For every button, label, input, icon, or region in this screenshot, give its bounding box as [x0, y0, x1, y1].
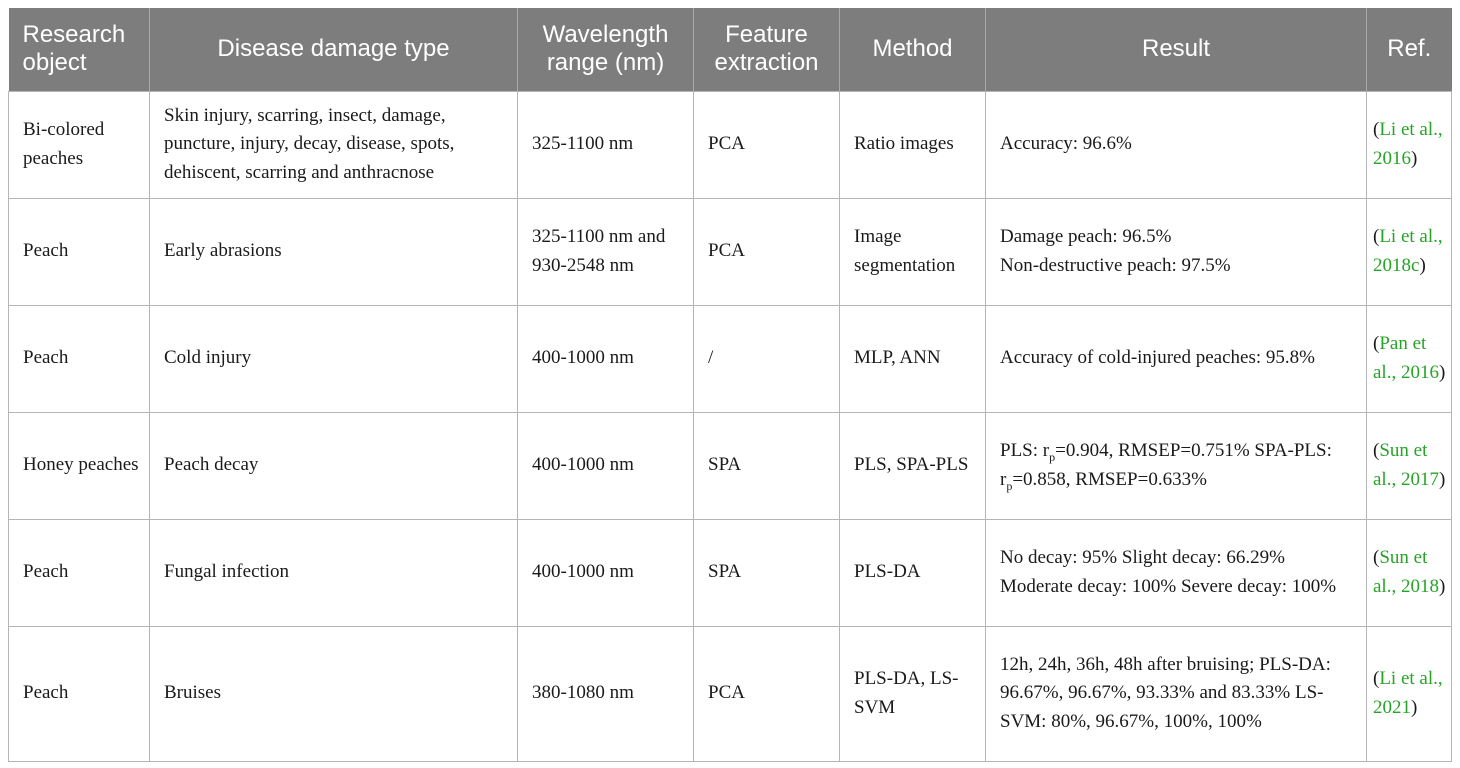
cell-wavelength-range: 400-1000 nm [518, 412, 694, 519]
cell-wavelength-range: 325-1100 nm and 930-2548 nm [518, 198, 694, 305]
cell-feature-extraction: SPA [694, 519, 840, 626]
reference-link[interactable]: Sun et al., 2017 [1373, 440, 1439, 490]
cell-disease-damage-type: Cold injury [150, 305, 518, 412]
table-row [9, 91, 1452, 198]
cell-result: 12h, 24h, 36h, 48h after bruising; PLS-DA: 96.67%, 96.67%, 93.33% and 83.33% LS-SVM: 80%, 96.67%, 100%, 100% [986, 626, 1367, 761]
table-row [9, 626, 1452, 761]
cell-result: Accuracy of cold-injured peaches: 95.8% [986, 305, 1367, 412]
cell-research-object: Bi-colored peaches [9, 91, 150, 198]
table-row [9, 305, 1452, 412]
cell-ref: (Sun et al., 2018) [1367, 519, 1452, 626]
table-row [9, 519, 1452, 626]
table-row [9, 198, 1452, 305]
cell-wavelength-range: 380-1080 nm [518, 626, 694, 761]
cell-wavelength-range: 400-1000 nm [518, 305, 694, 412]
reference-link[interactable]: Li et al., 2016 [1373, 119, 1443, 169]
cell-method: Image segmentation [840, 198, 986, 305]
reference-link[interactable]: Li et al., 2021 [1373, 668, 1443, 718]
cell-feature-extraction: PCA [694, 91, 840, 198]
cell-wavelength-range: 400-1000 nm [518, 519, 694, 626]
cell-research-object: Peach [9, 519, 150, 626]
header-row [9, 8, 1452, 91]
cell-feature-extraction: PCA [694, 198, 840, 305]
cell-method: MLP, ANN [840, 305, 986, 412]
cell-disease-damage-type: Peach decay [150, 412, 518, 519]
cell-method: PLS-DA [840, 519, 986, 626]
header-method: Method [840, 8, 986, 91]
cell-result: PLS: $r_p=0.904$, RMSEP=0.751% SPA-PLS: $r_p=0.858$, RMSEP=0.633% [986, 412, 1367, 519]
cell-disease-damage-type: Early abrasions [150, 198, 518, 305]
cell-research-object: Peach [9, 305, 150, 412]
cell-ref: (Li et al., 2016) [1367, 91, 1452, 198]
reference-link[interactable]: Pan et al., 2016 [1373, 333, 1439, 383]
data-table [8, 8, 1452, 762]
header-wavelength-range: Wavelength range (nm) [518, 8, 694, 91]
header-ref: Ref. [1367, 8, 1452, 91]
cell-method: PLS-DA, LS-SVM [840, 626, 986, 761]
cell-result: Accuracy: 96.6% [986, 91, 1367, 198]
cell-research-object: Honey peaches [9, 412, 150, 519]
cell-feature-extraction: SPA [694, 412, 840, 519]
cell-disease-damage-type: Bruises [150, 626, 518, 761]
header-result: Result [986, 8, 1367, 91]
cell-wavelength-range: 325-1100 nm [518, 91, 694, 198]
cell-ref: (Li et al., 2018c) [1367, 198, 1452, 305]
cell-research-object: Peach [9, 198, 150, 305]
cell-ref: (Pan et al., 2016) [1367, 305, 1452, 412]
cell-result: Damage peach: 96.5% Non-destructive peach: 97.5% [986, 198, 1367, 305]
cell-disease-damage-type: Fungal infection [150, 519, 518, 626]
reference-link[interactable]: Li et al., 2018c [1373, 226, 1443, 276]
cell-method: PLS, SPA-PLS [840, 412, 986, 519]
cell-ref: (Sun et al., 2017) [1367, 412, 1452, 519]
cell-ref: (Li et al., 2021) [1367, 626, 1452, 761]
header-disease-damage-type: Disease damage type [150, 8, 518, 91]
header-feature-extraction: Feature extraction [694, 8, 840, 91]
reference-link[interactable]: Sun et al., 2018 [1373, 547, 1439, 597]
cell-result: No decay: 95% Slight decay: 66.29% Moderate decay: 100% Severe decay: 100% [986, 519, 1367, 626]
cell-feature-extraction: PCA [694, 626, 840, 761]
cell-feature-extraction: / [694, 305, 840, 412]
cell-method: Ratio images [840, 91, 986, 198]
table-row [9, 412, 1452, 519]
cell-research-object: Peach [9, 626, 150, 761]
cell-disease-damage-type: Skin injury, scarring, insect, damage, puncture, injury, decay, disease, spots, dehiscent, scarring and anthracnose [150, 91, 518, 198]
header-research-object: Research object [9, 8, 150, 91]
